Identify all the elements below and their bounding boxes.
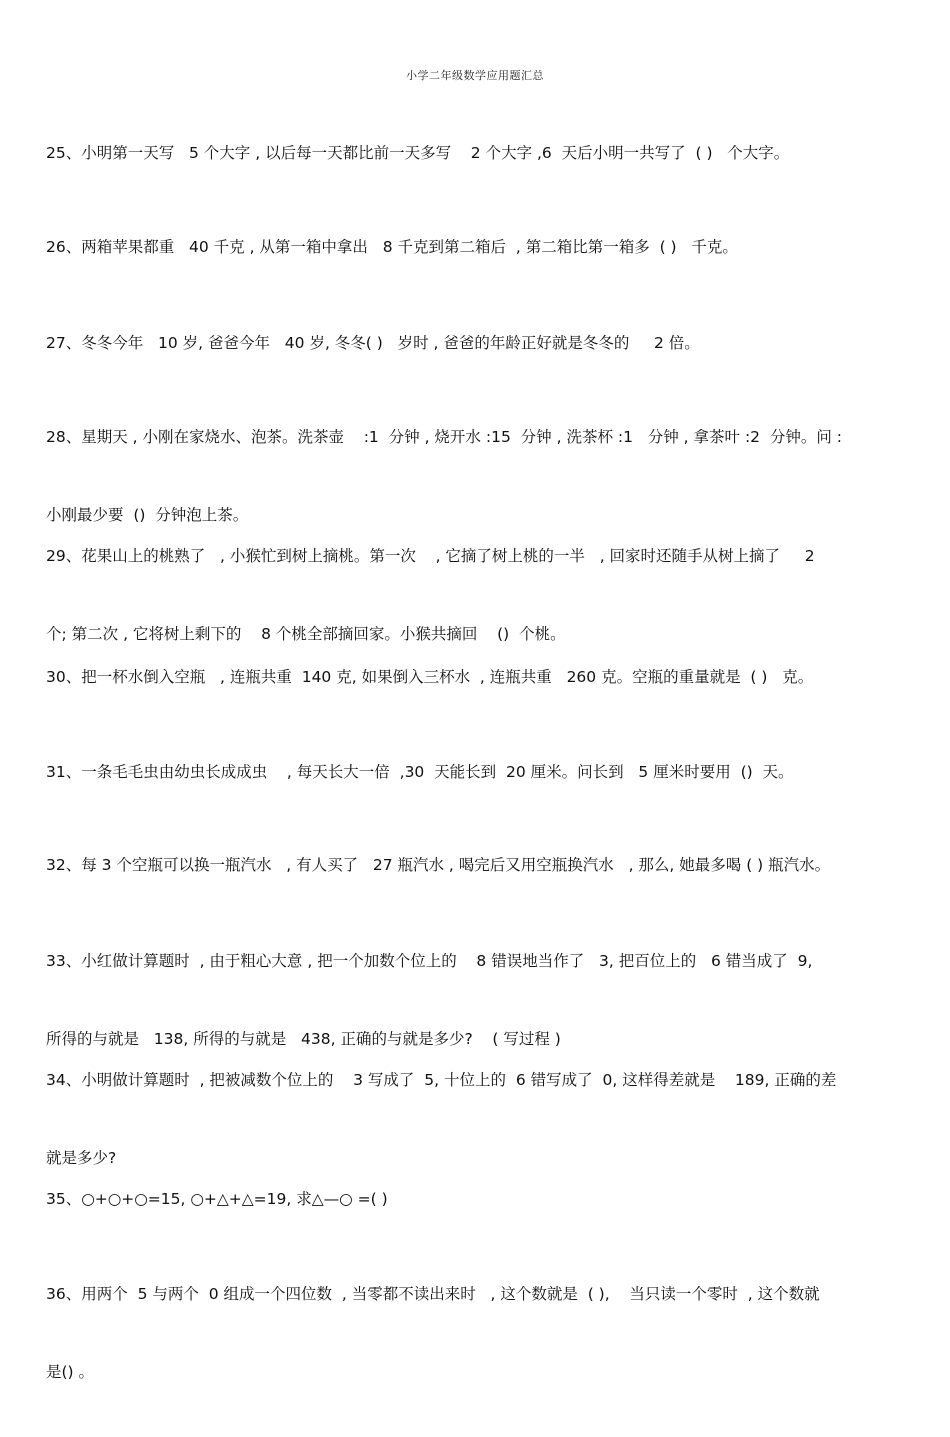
question-line: 33、小红做计算题时 , 由于粗心大意 , 把一个加数个位上的 8 错误地当作了 3, 把百位上的 6 错当成了 9, bbox=[46, 952, 813, 970]
question-line: 34、小明做计算题时 , 把被减数个位上的 3 写成了 5, 十位上的 6 错写成了 0, 这样得差就是 189, 正确的差 bbox=[46, 1071, 837, 1089]
question-line: 个; 第二次 , 它将树上剩下的 8 个桃全部摘回家。小猴共摘回 () 个桃。 bbox=[46, 625, 566, 643]
question-36 bbox=[46, 1229, 904, 1437]
question-line: 就是多少? bbox=[46, 1149, 117, 1167]
question-line: 是() 。 bbox=[46, 1363, 95, 1381]
question-line: 28、星期天 , 小刚在家烧水、泡茶。洗茶壶 :1 分钟 , 烧开水 :15 分钟 , 洗茶杯 :1 分钟 , 拿茶叶 :2 分钟。问 : bbox=[46, 428, 843, 446]
question-line: 29、花果山上的桃熟了 , 小猴忙到树上摘桃。第一次 , 它摘了树上桃的一半 , 回家时还随手从树上摘了 2 bbox=[46, 547, 815, 565]
question-line: 27、冬冬今年 10 岁, 爸爸今年 40 岁, 冬冬( ) 岁时 , 爸爸的年龄正好就是冬冬的 2 倍。 bbox=[46, 334, 700, 352]
question-line: 小刚最少要 () 分钟泡上茶。 bbox=[46, 506, 249, 524]
question-line: 25、小明第一天写 5 个大字 , 以后每一天都比前一天多写 2 个大字 ,6 天后小明一共写了 ( ) 个大字。 bbox=[46, 144, 790, 162]
question-line: 31、一条毛毛虫由幼虫长成成虫 , 每天长大一倍 ,30 天能长到 20 厘米。问长到 5 厘米时要用 () 天。 bbox=[46, 763, 794, 781]
question-line: 36、用两个 5 与两个 0 组成一个四位数 , 当零都不读出来时 , 这个数就是 ( ), 当只读一个零时 , 这个数就 bbox=[46, 1285, 820, 1303]
question-line: 32、每 3 个空瓶可以换一瓶汽水 , 有人买了 27 瓶汽水 , 喝完后又用空瓶换汽水 , 那么, 她最多喝 ( ) 瓶汽水。 bbox=[46, 856, 831, 874]
question-line: 26、两箱苹果都重 40 千克 , 从第一箱中拿出 8 千克到第二箱后 , 第二箱比第一箱多 ( ) 千克。 bbox=[46, 238, 738, 256]
question-line: 30、把一杯水倒入空瓶 , 连瓶共重 140 克, 如果倒入三杯水 , 连瓶共重 260 克。空瓶的重量就是 ( ) 克。 bbox=[46, 668, 814, 686]
question-line: 所得的与就是 138, 所得的与就是 438, 正确的与就是多少? ( 写过程 ) bbox=[46, 1030, 561, 1048]
question-line: 35、○+○+○=15, ○+△+△=19, 求△—○ =( ) bbox=[46, 1190, 388, 1208]
page-header: 小学二年级数学应用题汇总 bbox=[406, 69, 544, 82]
